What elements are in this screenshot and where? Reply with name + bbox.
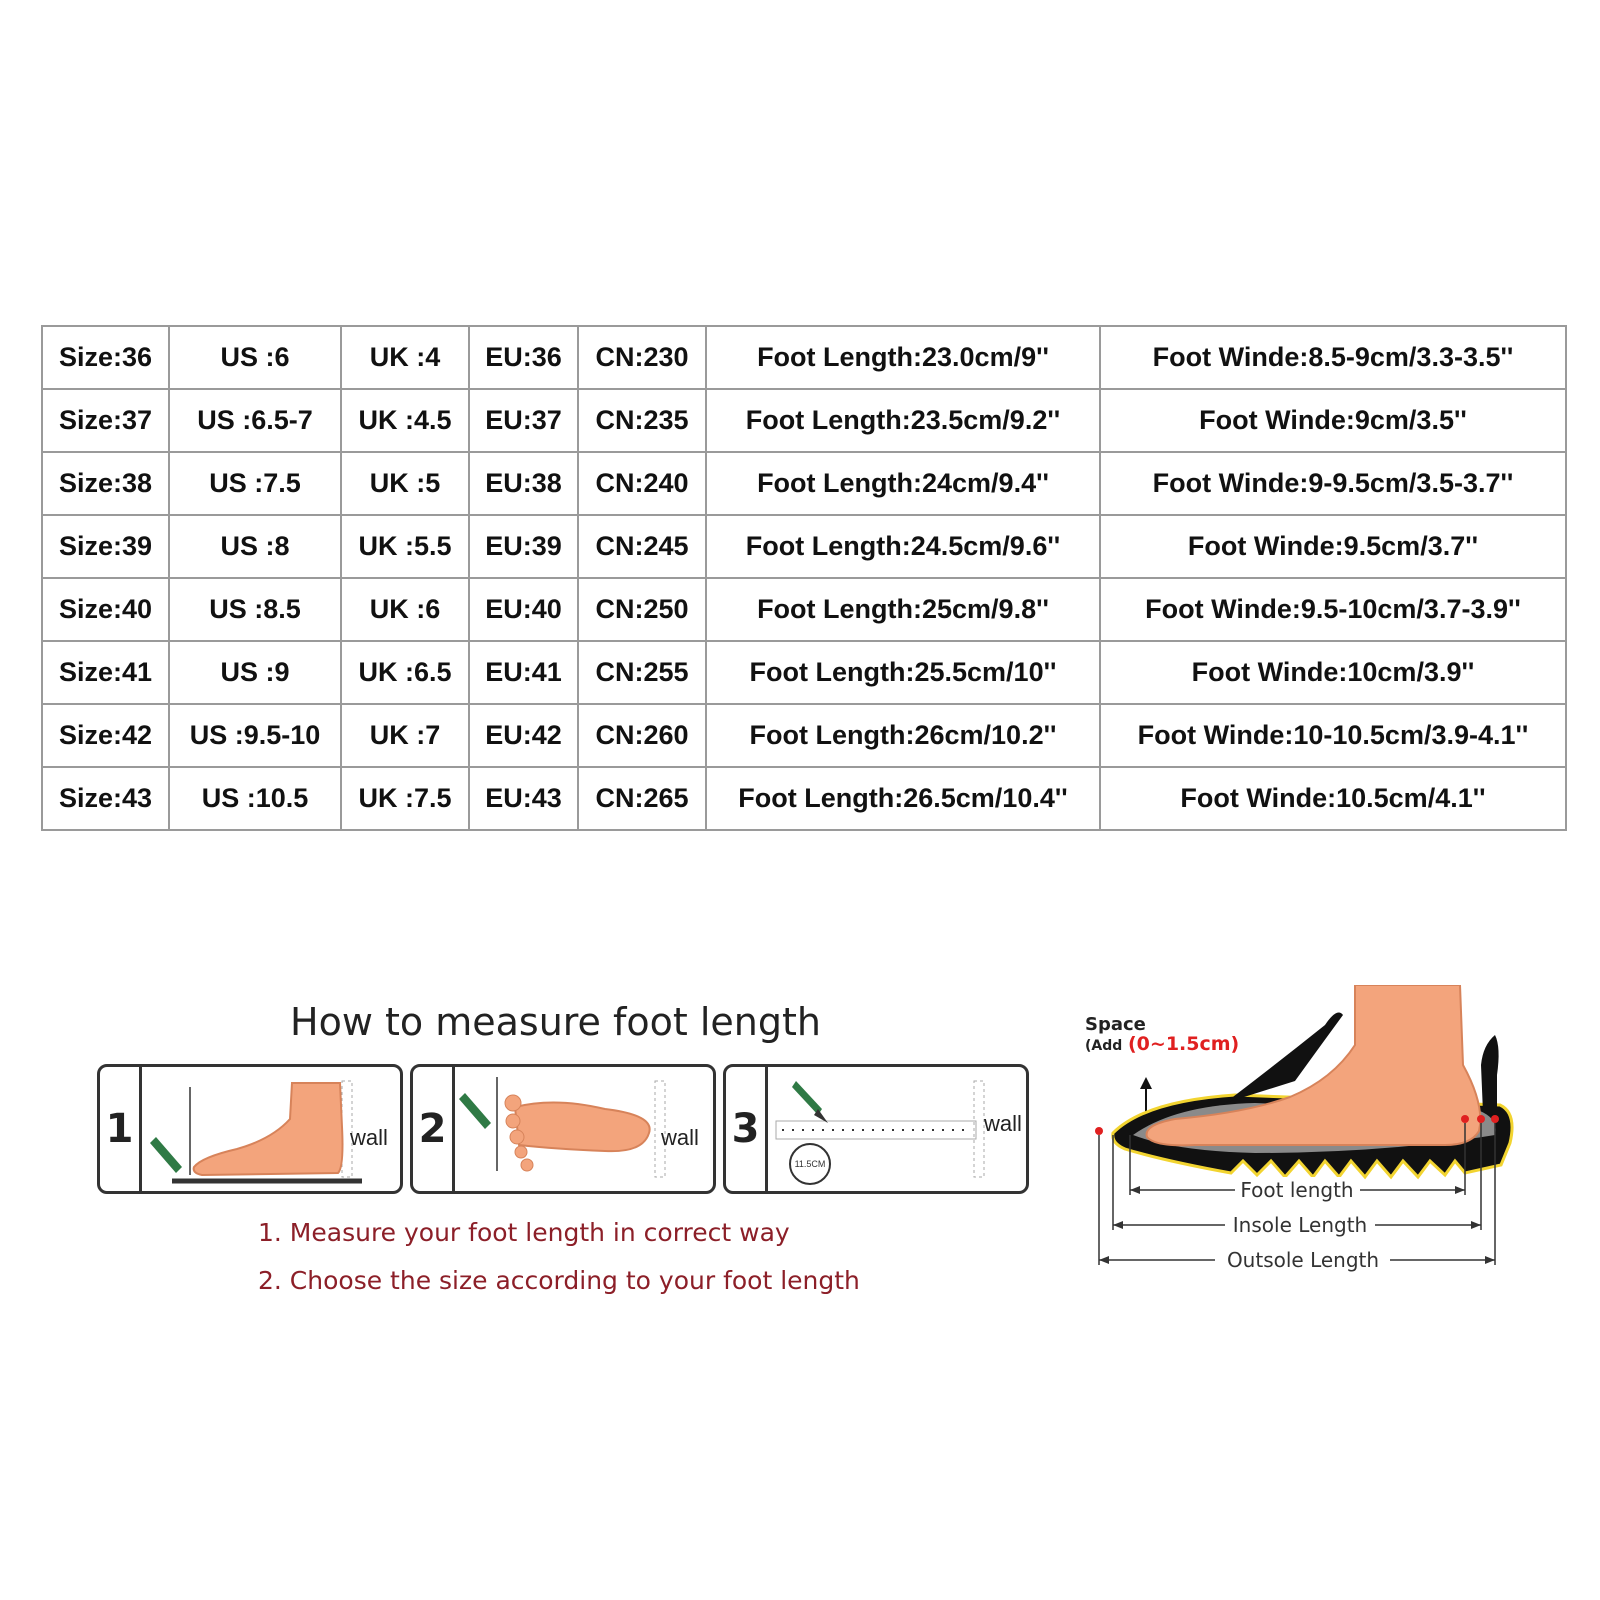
size-cell: Foot Winde:8.5-9cm/3.3-3.5'' [1100,326,1566,389]
size-cell: Foot Length:26cm/10.2'' [706,704,1100,767]
size-cell: EU:41 [469,641,578,704]
shoe-size-diagram [1085,985,1540,1295]
size-cell: US :8 [169,515,341,578]
size-cell: US :6 [169,326,341,389]
size-cell: CN:245 [578,515,706,578]
outsole-length-label: Outsole Length [1226,1248,1380,1272]
space-add-prefix: (Add [1085,1038,1123,1054]
step-number: 1 [100,1067,142,1191]
size-cell: Size:36 [42,326,169,389]
size-cell: Size:41 [42,641,169,704]
size-cell: Size:39 [42,515,169,578]
space-arrow-head [1140,1077,1152,1089]
size-cell: CN:260 [578,704,706,767]
size-cell: UK :7.5 [341,767,469,830]
size-cell: Foot Length:23.0cm/9'' [706,326,1100,389]
size-cell: Foot Length:24cm/9.4'' [706,452,1100,515]
size-cell: UK :4.5 [341,389,469,452]
size-cell: Foot Winde:9.5-10cm/3.7-3.9'' [1100,578,1566,641]
size-cell: UK :6 [341,578,469,641]
size-cell: Foot Winde:10.5cm/4.1'' [1100,767,1566,830]
wall-label: wall [350,1125,388,1150]
size-cell: UK :5.5 [341,515,469,578]
size-cell: UK :6.5 [341,641,469,704]
insole-length-label: Insole Length [1232,1213,1368,1237]
marker-dot [1491,1115,1499,1123]
size-row [42,641,1566,704]
size-cell: EU:36 [469,326,578,389]
shoe-upper-heel [1481,1035,1499,1115]
size-cell: EU:38 [469,452,578,515]
marker-dot [1095,1127,1103,1135]
size-row [42,767,1566,830]
size-cell: Foot Winde:9-9.5cm/3.5-3.7'' [1100,452,1566,515]
size-cell: Foot Length:25.5cm/10'' [706,641,1100,704]
size-row [42,452,1566,515]
size-cell: CN:230 [578,326,706,389]
measure-step-3 [723,1064,1029,1194]
size-cell: EU:40 [469,578,578,641]
size-cell: US :8.5 [169,578,341,641]
size-cell: EU:39 [469,515,578,578]
marker-dot [1461,1115,1469,1123]
ruler-value-label: 11.5CM [794,1159,826,1169]
wall-label: wall [661,1125,699,1150]
measure-step-2 [410,1064,716,1194]
instruction-measure: 1. Measure your foot length in correct way [258,1218,790,1247]
size-cell: Size:42 [42,704,169,767]
step-number: 3 [726,1067,768,1191]
size-row [42,515,1566,578]
size-cell: Foot Winde:10-10.5cm/3.9-4.1'' [1100,704,1566,767]
measure-step-1 [97,1064,403,1194]
size-cell: UK :4 [341,326,469,389]
marker-dot [1477,1115,1485,1123]
size-cell: US :9 [169,641,341,704]
space-add-value: (0~1.5cm) [1128,1033,1240,1055]
size-cell: EU:42 [469,704,578,767]
size-cell: US :10.5 [169,767,341,830]
size-cell: CN:255 [578,641,706,704]
size-cell: Foot Length:25cm/9.8'' [706,578,1100,641]
size-row [42,704,1566,767]
size-cell: Foot Length:23.5cm/9.2'' [706,389,1100,452]
size-cell: EU:43 [469,767,578,830]
foot-length-label: Foot length [1240,1178,1354,1202]
space-label: Space [1085,1014,1146,1035]
size-cell: Size:43 [42,767,169,830]
size-cell: Foot Winde:9cm/3.5'' [1100,389,1566,452]
instruction-choose-size: 2. Choose the size according to your foot length [258,1266,860,1295]
size-cell: UK :7 [341,704,469,767]
size-cell: Size:38 [42,452,169,515]
size-cell: CN:235 [578,389,706,452]
size-row [42,578,1566,641]
size-cell: Size:40 [42,578,169,641]
size-row [42,326,1566,389]
size-chart-table [41,325,1567,831]
size-cell: CN:250 [578,578,706,641]
wall-label: wall [984,1111,1022,1136]
step-number: 2 [413,1067,455,1191]
measure-guide-title: How to measure foot length [290,1000,821,1044]
foot-shape [1147,985,1481,1145]
size-cell: CN:240 [578,452,706,515]
size-cell: Foot Winde:10cm/3.9'' [1100,641,1566,704]
size-row [42,389,1566,452]
size-cell: Foot Winde:9.5cm/3.7'' [1100,515,1566,578]
size-cell: Foot Length:26.5cm/10.4'' [706,767,1100,830]
size-cell: CN:265 [578,767,706,830]
size-cell: Foot Length:24.5cm/9.6'' [706,515,1100,578]
size-cell: EU:37 [469,389,578,452]
size-cell: Size:37 [42,389,169,452]
size-cell: US :6.5-7 [169,389,341,452]
size-cell: US :7.5 [169,452,341,515]
size-cell: UK :5 [341,452,469,515]
size-cell: US :9.5-10 [169,704,341,767]
